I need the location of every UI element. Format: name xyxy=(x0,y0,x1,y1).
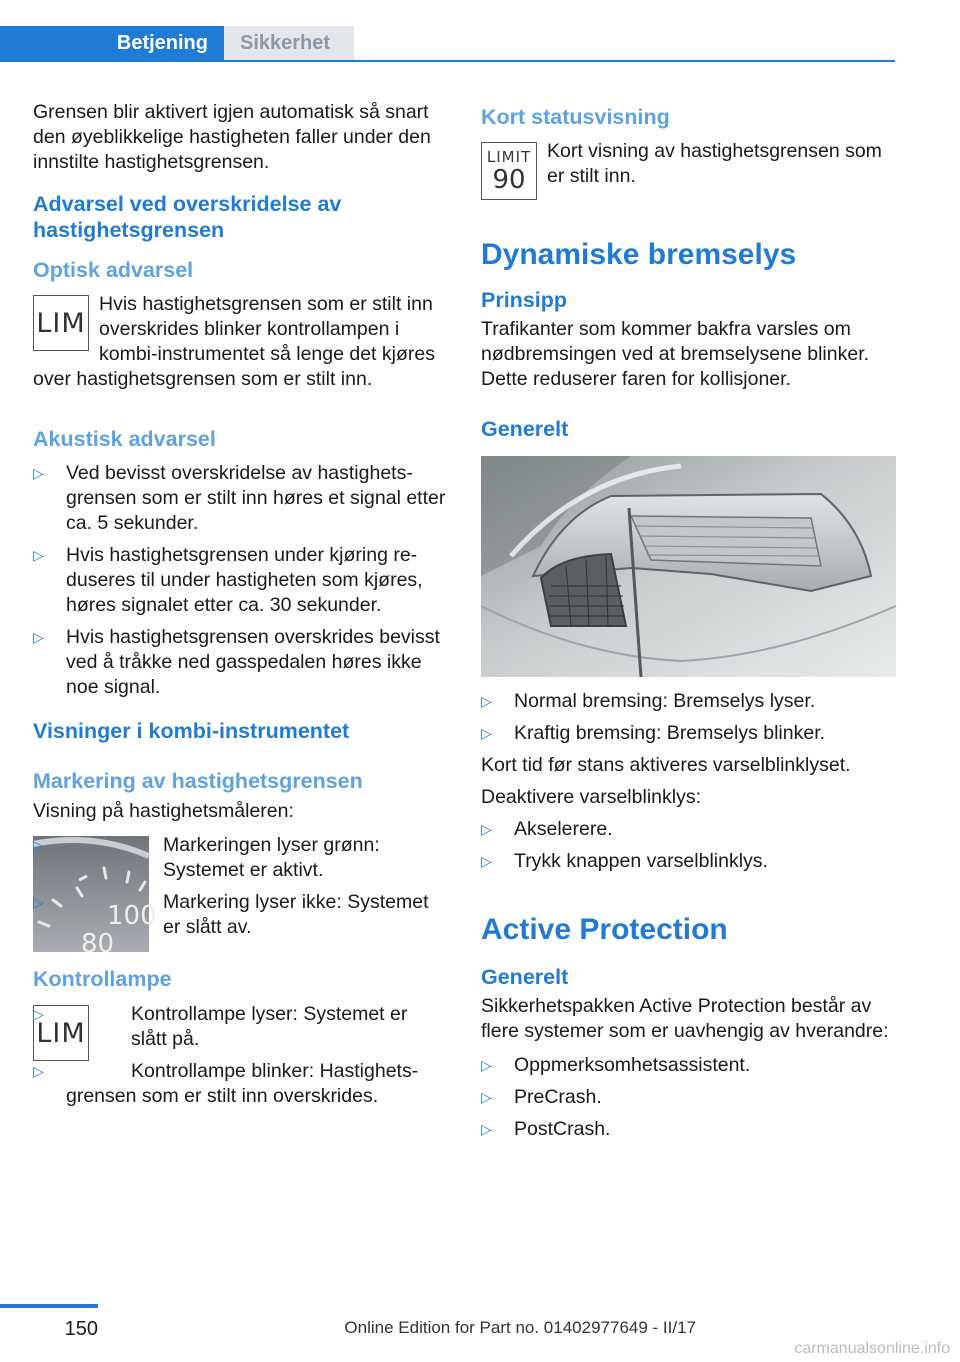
list-item: ▷ Kraftig bremsing: Bremselys blinker. xyxy=(481,722,826,744)
list-item: ▷ PostCrash. xyxy=(481,1118,611,1140)
page-number: 150 xyxy=(64,1318,98,1340)
lim-indicator-label: LIM xyxy=(36,1017,86,1049)
list-item: ▷ Hvis hastighetsgrensen under kjøring reduseres til under hastigheten som kjøres, høres signalet etter ca. 30 sekunder. xyxy=(33,544,423,616)
triangle-bullet-icon: ▷ xyxy=(481,693,492,709)
status-block xyxy=(481,139,896,195)
list-item: ▷ Ved bevisst overskridelse av hastighetsgrensen som er stilt inn høres et signal etter ca. 5 sekunder. xyxy=(33,462,446,534)
tail-light-image xyxy=(481,456,896,677)
list-item: ▷ Trykk knappen varselblinklys. xyxy=(481,850,768,872)
list-item: ▷ Oppmerksomhetsassistent. xyxy=(481,1054,751,1076)
triangle-bullet-icon: ▷ xyxy=(33,1006,44,1022)
list-item: ▷ Normal bremsing: Bremselys lyser. xyxy=(481,690,816,712)
heading-speed-warning: Advarsel ved overskridelse av hastighetsgrensen xyxy=(33,192,342,242)
triangle-bullet-icon: ▷ xyxy=(33,1063,44,1079)
triangle-bullet-icon: ▷ xyxy=(481,1089,492,1105)
triangle-bullet-icon: ▷ xyxy=(33,837,44,853)
limit-90-icon xyxy=(481,142,537,200)
intro-paragraph: Grensen blir aktivert igjen automatisk så snart den øyeblikkelige hastigheten faller under den innstilte hastighetsgrensen. xyxy=(33,101,431,173)
heading-active-protection: Active Protection xyxy=(481,913,728,946)
heading-short-status: Kort statusvisning xyxy=(481,105,670,129)
marking-intro-text: Visning på hastighetsmåleren: xyxy=(33,800,294,822)
tab-sikkerhet[interactable]: Sikkerhet xyxy=(224,26,354,60)
lamp-block xyxy=(33,1002,448,1109)
heading-general-2: Generelt xyxy=(481,965,569,989)
heading-general: Generelt xyxy=(481,417,569,441)
list-item: ▷ Hvis hastighetsgrensen overskrides bevisst ved å tråkke ned gasspedalen høres ikke noe signal. xyxy=(33,626,440,698)
triangle-bullet-icon: ▷ xyxy=(33,894,44,910)
list-item: ▷ Markering lyser ikke: Systemet er slått av. xyxy=(33,891,429,938)
hazard-text: Kort tid før stans aktiveres varselblinklyset. xyxy=(481,754,851,776)
triangle-bullet-icon: ▷ xyxy=(481,725,492,741)
gauge-label-100: 100 xyxy=(107,901,157,931)
tab-underline xyxy=(0,60,895,62)
status-text: Kort visning av hastighetsgrensen som er stilt inn. xyxy=(547,140,882,187)
list-item: ▷ Kontrollampe blinker: Hastighetsgrensen som er stilt inn overskrides. xyxy=(33,1060,419,1107)
lim-indicator-label: LIM xyxy=(36,307,86,339)
heading-acoustic-warning: Akustisk advarsel xyxy=(33,427,216,451)
right-column xyxy=(481,100,896,1149)
triangle-bullet-icon: ▷ xyxy=(33,465,44,481)
list-item: ▷ Kontrollampe lyser: Systemet er slått på. xyxy=(33,1003,408,1050)
heading-indicator-lamp: Kontrollampe xyxy=(33,967,172,991)
active-protection-list xyxy=(481,1053,896,1142)
deactivate-text: Deaktivere varselblinklys: xyxy=(481,786,701,808)
chapter-tabs xyxy=(0,26,895,62)
optical-warning-block xyxy=(33,292,448,392)
triangle-bullet-icon: ▷ xyxy=(481,853,492,869)
lamp-list xyxy=(33,1002,448,1109)
limit-value: 90 xyxy=(492,164,526,195)
triangle-bullet-icon: ▷ xyxy=(33,547,44,563)
list-item: ▷ Akselerere. xyxy=(481,818,613,840)
list-item: ▷ Markeringen lyser grønn: Systemet er aktivt. xyxy=(33,834,380,881)
heading-optical-warning: Optisk advarsel xyxy=(33,258,194,282)
left-column xyxy=(33,100,448,1116)
heading-instrument-displays: Visninger i kombi-instrumentet xyxy=(33,719,350,743)
heading-speed-marking: Markering av hastighetsgrensen xyxy=(33,769,363,793)
triangle-bullet-icon: ▷ xyxy=(481,1121,492,1137)
heading-dynamic-brake-lights: Dynamiske bremselys xyxy=(481,238,797,271)
limit-label: LIMIT xyxy=(486,147,532,166)
active-protection-text: Sikkerhetspakken Active Protection består av flere systemer som er uavhengig av hverandre: xyxy=(481,995,889,1042)
optical-warning-text: Hvis hastighetsgrensen som er stilt inn overskrides blinker kontrollampen i kombi-instrumentet så lenge det kjøres over hastighetsgrensen som er stilt inn. xyxy=(33,293,435,390)
triangle-bullet-icon: ▷ xyxy=(481,1057,492,1073)
footer-accent-line xyxy=(0,1304,98,1308)
watermark: carmanualsonline.info xyxy=(794,1340,950,1357)
brake-list xyxy=(481,689,896,746)
acoustic-warning-list xyxy=(33,461,448,700)
gauge-label-80: 80 xyxy=(81,929,115,959)
marking-block xyxy=(33,833,448,959)
triangle-bullet-icon: ▷ xyxy=(33,629,44,645)
heading-principle: Prinsipp xyxy=(481,288,568,312)
tab-betjening[interactable]: Betjening xyxy=(0,26,224,60)
list-item: ▷ PreCrash. xyxy=(481,1086,602,1108)
principle-text: Trafikanter som kommer bakfra varsles om nødbremsingen ved at bremselysene blinker. Dette reduserer faren for kollisjoner. xyxy=(481,318,870,390)
edition-text: Online Edition for Part no. 01402977649 - II/17 xyxy=(344,1318,696,1337)
lim-indicator-icon xyxy=(33,295,89,351)
deactivate-list xyxy=(481,817,896,874)
triangle-bullet-icon: ▷ xyxy=(481,821,492,837)
